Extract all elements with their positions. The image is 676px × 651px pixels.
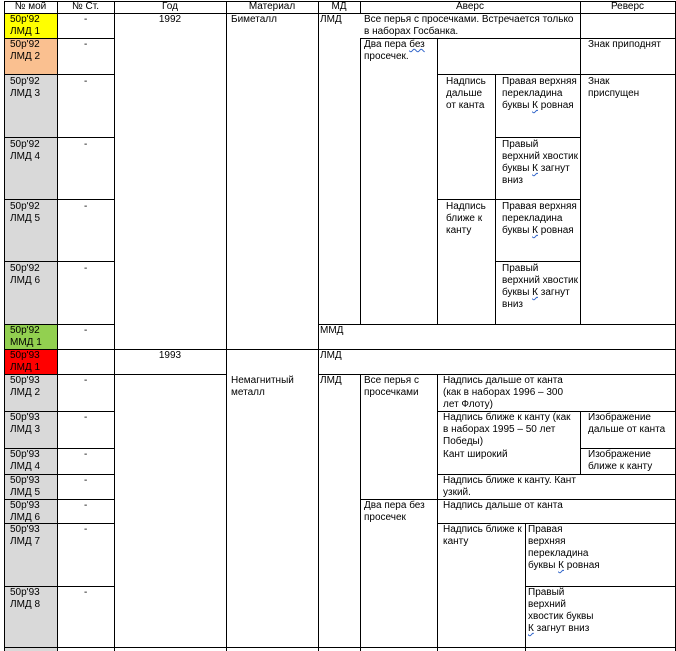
- rule: [525, 523, 526, 651]
- header-st-number: № Ст.: [72, 1, 99, 12]
- header-mint: МД: [331, 1, 347, 12]
- row-id: 50р'92 ЛМД 6: [10, 263, 43, 286]
- mint-cell: ММД: [320, 325, 344, 336]
- st-number: -: [84, 201, 88, 212]
- row-id: 50р'92 ЛМД 3: [10, 76, 43, 99]
- rule: [226, 1, 227, 651]
- rule: [495, 137, 580, 138]
- obverse-note: Два пера без просечек: [364, 500, 428, 523]
- st-number: -: [84, 39, 88, 50]
- st-number: -: [84, 587, 88, 598]
- row-id: 50р'92 ЛМД 5: [10, 201, 43, 224]
- row-id: 50р'93 ЛМД 1: [10, 350, 43, 373]
- header-obverse: Аверс: [456, 1, 484, 12]
- row-id: 50р'93 ЛМД 3: [10, 412, 43, 435]
- obverse-note: Все перья с просечками. Встречается только в наборах Госбанка.: [364, 14, 577, 37]
- material-cell: Биметалл: [231, 14, 277, 25]
- rule: [4, 74, 114, 75]
- mint-cell: ЛМД: [320, 375, 342, 386]
- header-reverse: Реверс: [610, 1, 645, 12]
- rule: [4, 1, 5, 651]
- st-number: -: [84, 412, 88, 423]
- obverse-note: Надпись дальше от канта (как в наборах 1996 – 300 лет Флоту): [443, 375, 566, 410]
- obverse-note: Надпись ближе к канту: [446, 201, 489, 236]
- header-year: Год: [162, 1, 178, 12]
- row-id: 50р'93 ЛМД 6: [10, 500, 43, 523]
- row-id: 50р'92 ЛМД 4: [10, 139, 43, 162]
- rule: [437, 38, 438, 324]
- rule: [318, 1, 319, 651]
- obverse-note: Надпись дальше от канта: [443, 500, 563, 511]
- rule: [437, 374, 438, 651]
- obverse-note: Правая верхняя перекладина буквы К ровная: [528, 524, 600, 571]
- obverse-note: Правый верхний хвостик буквы К загнут вниз: [528, 587, 597, 634]
- st-number: -: [84, 14, 88, 25]
- row-id: 50р'93 ЛМД 2: [10, 375, 43, 398]
- row-id: 50р'92 ЛМД 2: [10, 39, 43, 62]
- mint-cell: ЛМД: [320, 14, 342, 25]
- year-cell: 1993: [158, 350, 182, 361]
- rule: [495, 74, 496, 324]
- rule: [57, 1, 58, 651]
- reverse-note: Знак приспущен: [588, 76, 640, 99]
- st-number: -: [84, 524, 88, 535]
- obverse-note: Кант широкий: [443, 449, 508, 460]
- row-id: 50р'93 ЛМД 4: [10, 449, 43, 472]
- rule: [114, 1, 115, 651]
- obverse-note: Надпись ближе к канту. Кант узкий.: [443, 475, 579, 498]
- st-number: -: [84, 449, 88, 460]
- obverse-note: Правая верхняя перекладина буквы К ровная: [502, 201, 580, 236]
- st-number: -: [84, 475, 88, 486]
- obverse-note: Правый верхний хвостик буквы К загнут вниз: [502, 263, 581, 310]
- material-cell: Немагнитный металл: [231, 375, 297, 398]
- obverse-note: Надпись ближе к канту: [443, 524, 525, 547]
- rule: [360, 38, 361, 324]
- row-id: 50р'93 ЛМД 7: [10, 524, 43, 547]
- rule: [4, 199, 114, 200]
- st-number: -: [84, 139, 88, 150]
- reverse-note: Знак приподнят: [588, 39, 661, 50]
- rule: [437, 74, 675, 75]
- rule: [360, 374, 361, 651]
- st-number: -: [84, 263, 88, 274]
- obverse-note: Надпись ближе к канту (как в наборах 1995 – 50 лет Победы): [443, 412, 574, 447]
- rule: [4, 647, 675, 648]
- mint-cell: ЛМД: [320, 350, 342, 361]
- row-id: 50р'92 ММД 1: [10, 325, 43, 348]
- obverse-note: Надпись дальше от канта: [446, 76, 489, 111]
- row-id: 50р'93 ЛМД 8: [10, 587, 43, 610]
- row-id: 50р'93 ЛМД 5: [10, 475, 43, 498]
- header-my-number: № мой: [14, 1, 47, 12]
- rule: [4, 261, 114, 262]
- header-material: Материал: [248, 1, 296, 12]
- rule: [4, 137, 114, 138]
- st-number: -: [84, 76, 88, 87]
- st-number: -: [84, 500, 88, 511]
- row-id: 50р'92 ЛМД 1: [10, 14, 43, 37]
- st-number: -: [84, 325, 88, 336]
- obverse-note: Два пера без просечек.: [364, 39, 428, 62]
- obverse-note: Правая верхняя перекладина буквы К ровная: [502, 76, 580, 111]
- st-number: -: [84, 375, 88, 386]
- rule: [437, 199, 580, 200]
- rule: [318, 324, 675, 325]
- year-cell: 1992: [158, 14, 182, 25]
- rule: [495, 261, 580, 262]
- reverse-note: Изображение ближе к канту: [588, 449, 654, 472]
- obverse-note: Правый верхний хвостик буквы К загнут вниз: [502, 139, 581, 186]
- rule: [580, 411, 581, 474]
- reverse-note: Изображение дальше от канта: [588, 412, 666, 435]
- obverse-note: Все перья с просечками: [364, 375, 422, 398]
